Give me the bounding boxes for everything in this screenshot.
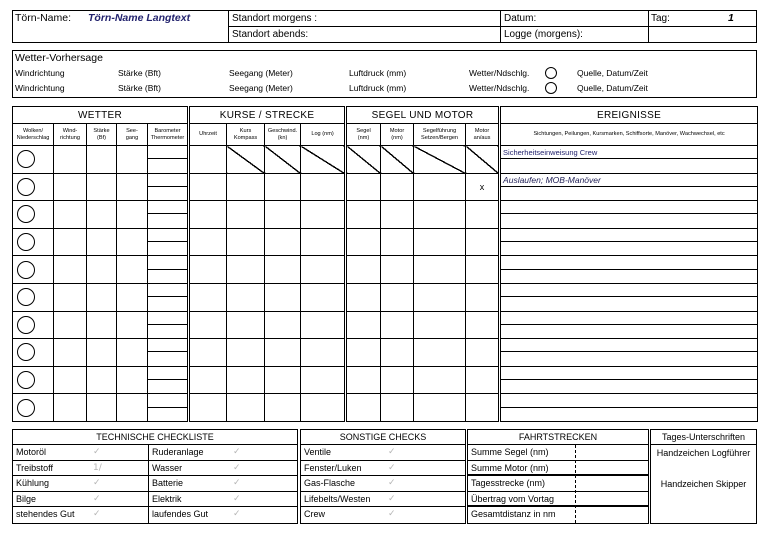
sail-setting-cell xyxy=(414,146,466,174)
barometer-thermometer-cell xyxy=(148,173,189,201)
motor-distance-cell xyxy=(381,228,414,256)
forecast-source-label: Quelle, Datum/Zeit xyxy=(577,68,648,78)
log-cell xyxy=(301,173,346,201)
check-mark-icon: 1/ xyxy=(93,462,102,473)
clouds-cell xyxy=(13,146,54,174)
sail-setting-cell xyxy=(414,394,466,422)
barometer-split-line xyxy=(148,229,187,242)
technical-checklist xyxy=(12,429,298,524)
clouds-cell xyxy=(13,283,54,311)
barometer-split-line xyxy=(148,174,187,187)
distances xyxy=(467,429,649,524)
check-mark-icon: ✓ xyxy=(388,493,396,504)
wind-strength-cell xyxy=(87,283,117,311)
log-cell xyxy=(301,366,346,394)
barometer-thermometer-cell xyxy=(148,146,189,174)
column-header-barometer: Barometer Thermometer xyxy=(148,124,189,146)
distance-row xyxy=(468,507,648,523)
sea-state-cell xyxy=(117,366,148,394)
time-cell xyxy=(189,173,227,201)
column-header-wind-direction: Wind- richtung xyxy=(54,124,87,146)
compass-course-cell xyxy=(227,146,265,174)
divider xyxy=(648,11,649,42)
distance-label: Übertrag vom Vortag xyxy=(471,493,555,504)
event-entry: Auslaufen; MOB-Manöver xyxy=(501,174,757,187)
wind-strength-cell xyxy=(87,339,117,367)
checklist-row xyxy=(13,492,297,508)
distance-row xyxy=(468,461,648,477)
motor-distance-cell xyxy=(381,146,414,174)
compass-course-cell xyxy=(227,201,265,229)
log-table xyxy=(12,106,758,422)
checklist-row xyxy=(301,476,465,492)
checklist-item-label: Ventile xyxy=(304,447,332,457)
checklist-item-label: Lifebelts/Westen xyxy=(304,493,371,504)
motor-distance-cell xyxy=(381,201,414,229)
checklist-row xyxy=(13,461,297,477)
sea-state-cell xyxy=(117,394,148,422)
wind-direction-cell xyxy=(54,146,87,174)
column-header-motor-distance: Motor (nm) xyxy=(381,124,414,146)
check-mark-icon: ✓ xyxy=(388,509,396,520)
time-cell xyxy=(189,394,227,422)
wind-strength-cell xyxy=(87,366,117,394)
motor-distance-cell xyxy=(381,283,414,311)
barometer-thermometer-cell xyxy=(148,366,189,394)
other-checks xyxy=(300,429,466,524)
tour-name-value: Törn-Name Langtext xyxy=(88,12,191,24)
wind-strength-cell xyxy=(87,311,117,339)
motor-on-off-cell xyxy=(466,394,500,422)
distance-row xyxy=(468,476,648,492)
section-title-sail-motor: SEGEL UND MOTOR xyxy=(346,107,500,124)
daily-signatures xyxy=(650,429,757,524)
clouds-cell xyxy=(13,366,54,394)
log-cell xyxy=(301,146,346,174)
section-title-course: KURSE / STRECKE xyxy=(189,107,346,124)
compass-course-cell xyxy=(227,311,265,339)
tour-name-label: Törn-Name: xyxy=(15,12,72,24)
barometer-split-line xyxy=(148,394,187,407)
speed-cell xyxy=(265,201,301,229)
speed-cell xyxy=(265,256,301,284)
barometer-thermometer-cell xyxy=(148,201,189,229)
other-checks-title: SONSTIGE CHECKS xyxy=(301,430,465,445)
wind-direction-cell xyxy=(54,201,87,229)
log-row xyxy=(13,339,758,367)
sail-distance-cell xyxy=(346,173,381,201)
barometer-split-line xyxy=(148,256,187,269)
event-cell xyxy=(500,228,758,256)
sail-distance-cell xyxy=(346,311,381,339)
wind-strength-cell xyxy=(87,228,117,256)
event-cell xyxy=(500,201,758,229)
event-cell xyxy=(500,339,758,367)
log-row xyxy=(13,394,758,422)
compass-course-cell xyxy=(227,366,265,394)
speed-cell xyxy=(265,366,301,394)
sea-state-cell xyxy=(117,283,148,311)
speed-cell xyxy=(265,311,301,339)
motor-on-off-mark: x xyxy=(479,181,485,192)
sail-setting-cell xyxy=(414,173,466,201)
weather-circle-icon xyxy=(545,82,557,94)
trip-header xyxy=(12,10,757,43)
wind-direction-cell xyxy=(54,366,87,394)
checklist-item-label: Wasser xyxy=(152,462,183,473)
check-mark-icon: ✓ xyxy=(233,478,241,489)
signature-skipper: Handzeichen Skipper xyxy=(660,479,747,489)
checklist-item-label: Crew xyxy=(304,509,326,520)
compass-course-cell xyxy=(227,283,265,311)
event-entry xyxy=(501,229,757,242)
compass-course-cell xyxy=(227,339,265,367)
cloud-cover-circle-icon xyxy=(17,178,35,196)
event-entry xyxy=(501,201,757,214)
log-row xyxy=(13,228,758,256)
sail-setting-cell xyxy=(414,339,466,367)
time-cell xyxy=(189,283,227,311)
sail-distance-cell xyxy=(346,366,381,394)
clouds-cell xyxy=(13,256,54,284)
barometer-split-line xyxy=(148,339,187,352)
forecast-wind-direction-label: Windrichtung xyxy=(15,83,65,93)
checklist-item-label: Ruderanlage xyxy=(152,447,204,457)
event-entry xyxy=(501,394,757,407)
column-header-time: Uhrzeit xyxy=(189,124,227,146)
clouds-cell xyxy=(13,201,54,229)
forecast-weather-label: Wetter/Ndschlg. xyxy=(469,68,530,78)
clouds-cell xyxy=(13,339,54,367)
sea-state-cell xyxy=(117,339,148,367)
forecast-air-pressure-label: Luftdruck (mm) xyxy=(349,83,407,93)
log-table-body xyxy=(13,146,758,422)
checklist-row xyxy=(13,476,297,492)
divider xyxy=(500,11,501,42)
check-mark-icon: ✓ xyxy=(388,462,396,473)
motor-distance-cell xyxy=(381,173,414,201)
event-entry xyxy=(501,312,757,325)
event-cell xyxy=(500,256,758,284)
column-header-events: Sichtungen, Peilungen, Kursmarken, Schiffsorte, Manöver, Wachwechsel, etc xyxy=(500,124,758,146)
check-mark-icon: ✓ xyxy=(233,447,241,457)
event-entry xyxy=(501,339,757,352)
section-header-row xyxy=(13,107,758,124)
column-header-wind-strength: Stärke (Bf) xyxy=(87,124,117,146)
motor-on-off-cell xyxy=(466,256,500,284)
forecast-sea-state-label: Seegang (Meter) xyxy=(229,83,293,93)
cloud-cover-circle-icon xyxy=(17,399,35,417)
event-cell xyxy=(500,146,758,174)
speed-cell xyxy=(265,339,301,367)
forecast-wind-direction-label: Windrichtung xyxy=(15,68,65,78)
motor-on-off-cell xyxy=(466,339,500,367)
cloud-cover-circle-icon xyxy=(17,261,35,279)
barometer-thermometer-cell xyxy=(148,311,189,339)
checklist-item-label: Gas-Flasche xyxy=(304,478,356,489)
weather-forecast xyxy=(12,50,757,98)
event-cell xyxy=(500,366,758,394)
barometer-split-line xyxy=(148,367,187,380)
speed-cell xyxy=(265,283,301,311)
column-header-row xyxy=(13,124,758,146)
cloud-cover-circle-icon xyxy=(17,371,35,389)
distance-row xyxy=(468,445,648,461)
section-title-events: EREIGNISSE xyxy=(500,107,758,124)
sail-setting-cell xyxy=(414,228,466,256)
distance-label: Summe Motor (nm) xyxy=(471,462,549,473)
distances-rows xyxy=(468,445,648,523)
column-header-sail-distance: Segel (nm) xyxy=(346,124,381,146)
location-morning-label: Standort morgens : xyxy=(232,13,318,24)
event-entry xyxy=(501,256,757,269)
motor-on-off-cell xyxy=(466,366,500,394)
sea-state-cell xyxy=(117,201,148,229)
compass-course-cell xyxy=(227,228,265,256)
log-cell xyxy=(301,256,346,284)
checklist-row xyxy=(301,461,465,477)
check-mark-icon: ✓ xyxy=(233,462,241,473)
motor-on-off-cell xyxy=(466,173,500,201)
sail-distance-cell xyxy=(346,256,381,284)
column-header-sea-state: See- gang xyxy=(117,124,148,146)
cloud-cover-circle-icon xyxy=(17,288,35,306)
time-cell xyxy=(189,201,227,229)
distance-label: Tagesstrecke (nm) xyxy=(471,478,546,489)
distance-label: Summe Segel (nm) xyxy=(471,447,549,457)
event-cell xyxy=(500,311,758,339)
checklist-item-label: Bilge xyxy=(16,493,37,504)
speed-cell xyxy=(265,394,301,422)
log-cell xyxy=(301,394,346,422)
wind-direction-cell xyxy=(54,339,87,367)
check-mark-icon: ✓ xyxy=(233,509,241,520)
clouds-cell xyxy=(13,173,54,201)
checklist-item-label: Batterie xyxy=(152,478,184,489)
wind-strength-cell xyxy=(87,173,117,201)
motor-on-off-cell xyxy=(466,228,500,256)
barometer-split-line xyxy=(148,201,187,214)
clouds-cell xyxy=(13,311,54,339)
log-cell xyxy=(301,311,346,339)
sea-state-cell xyxy=(117,228,148,256)
column-header-log: Log (nm) xyxy=(301,124,346,146)
cloud-cover-circle-icon xyxy=(17,343,35,361)
event-cell xyxy=(500,283,758,311)
sea-state-cell xyxy=(117,256,148,284)
log-cell xyxy=(301,201,346,229)
time-cell xyxy=(189,311,227,339)
log-row xyxy=(13,201,758,229)
other-checks-rows xyxy=(301,445,465,523)
event-entry xyxy=(501,284,757,297)
sail-distance-cell xyxy=(346,339,381,367)
time-cell xyxy=(189,339,227,367)
checklist-item-label: Elektrik xyxy=(152,493,182,504)
checklist-item-label: Fenster/Luken xyxy=(304,462,362,473)
distance-label: Gesamtdistanz in nm xyxy=(471,509,556,520)
checklist-row xyxy=(301,507,465,523)
sail-setting-cell xyxy=(414,201,466,229)
wind-direction-cell xyxy=(54,173,87,201)
barometer-thermometer-cell xyxy=(148,394,189,422)
time-cell xyxy=(189,256,227,284)
motor-distance-cell xyxy=(381,366,414,394)
wind-strength-cell xyxy=(87,256,117,284)
technical-checklist-rows xyxy=(13,445,297,523)
check-mark-icon: ✓ xyxy=(388,447,396,457)
barometer-split-line xyxy=(148,312,187,325)
clouds-cell xyxy=(13,394,54,422)
checklist-item-label: laufendes Gut xyxy=(152,509,209,520)
time-cell xyxy=(189,366,227,394)
compass-course-cell xyxy=(227,394,265,422)
check-mark-icon: ✓ xyxy=(93,478,101,489)
barometer-thermometer-cell xyxy=(148,256,189,284)
wind-direction-cell xyxy=(54,228,87,256)
distance-row xyxy=(468,492,648,508)
checklist-item-label: Motoröl xyxy=(16,447,47,457)
divider xyxy=(228,26,756,27)
cloud-cover-circle-icon xyxy=(17,205,35,223)
motor-on-off-cell xyxy=(466,311,500,339)
distances-title: FAHRTSTRECKEN xyxy=(468,430,648,445)
date-label: Datum: xyxy=(504,13,537,24)
checklist-item-label: Kühlung xyxy=(16,478,50,489)
log-cell xyxy=(301,228,346,256)
motor-on-off-cell xyxy=(466,283,500,311)
wind-direction-cell xyxy=(54,256,87,284)
barometer-thermometer-cell xyxy=(148,283,189,311)
log-row xyxy=(13,256,758,284)
daily-signatures-title: Tages-Unterschriften xyxy=(651,430,756,445)
forecast-sea-state-label: Seegang (Meter) xyxy=(229,68,293,78)
motor-distance-cell xyxy=(381,311,414,339)
log-cell xyxy=(301,339,346,367)
forecast-source-label: Quelle, Datum/Zeit xyxy=(577,83,648,93)
forecast-air-pressure-label: Luftdruck (mm) xyxy=(349,68,407,78)
check-mark-icon: ✓ xyxy=(93,493,101,504)
forecast-title: Wetter-Vorhersage xyxy=(15,52,103,64)
wind-strength-cell xyxy=(87,201,117,229)
event-entry xyxy=(501,367,757,380)
forecast-wind-strength-label: Stärke (Bft) xyxy=(118,68,161,78)
sail-setting-cell xyxy=(414,256,466,284)
speed-cell xyxy=(265,228,301,256)
sail-setting-cell xyxy=(414,311,466,339)
speed-cell xyxy=(265,146,301,174)
wind-direction-cell xyxy=(54,311,87,339)
sea-state-cell xyxy=(117,311,148,339)
column-header-sail-setting: Segelführung Setzen/Bergen xyxy=(414,124,466,146)
speed-cell xyxy=(265,173,301,201)
sea-state-cell xyxy=(117,173,148,201)
check-mark-icon: ✓ xyxy=(388,478,396,489)
event-cell xyxy=(500,173,758,201)
motor-on-off-cell xyxy=(466,146,500,174)
sail-setting-cell xyxy=(414,283,466,311)
barometer-split-line xyxy=(148,146,187,159)
time-cell xyxy=(189,146,227,174)
motor-on-off-cell xyxy=(466,201,500,229)
sail-distance-cell xyxy=(346,228,381,256)
cloud-cover-circle-icon xyxy=(17,316,35,334)
column-header-compass-course: Kurs Kompass xyxy=(227,124,265,146)
column-header-motor-on-off: Motor an/aus xyxy=(466,124,500,146)
column-header-speed: Geschwind. (kn) xyxy=(265,124,301,146)
sail-distance-cell xyxy=(346,146,381,174)
wind-strength-cell xyxy=(87,394,117,422)
log-row xyxy=(13,146,758,174)
compass-course-cell xyxy=(227,256,265,284)
log-row xyxy=(13,173,758,201)
wind-direction-cell xyxy=(54,394,87,422)
checklist-row xyxy=(301,445,465,461)
cloud-cover-circle-icon xyxy=(17,150,35,168)
wind-direction-cell xyxy=(54,283,87,311)
sail-distance-cell xyxy=(346,201,381,229)
log-row xyxy=(13,283,758,311)
barometer-thermometer-cell xyxy=(148,228,189,256)
motor-distance-cell xyxy=(381,256,414,284)
forecast-weather-label: Wetter/Ndschlg. xyxy=(469,83,530,93)
section-title-weather: WETTER xyxy=(13,107,189,124)
check-mark-icon: ✓ xyxy=(93,447,101,457)
sail-setting-cell xyxy=(414,366,466,394)
log-morning-label: Logge (morgens): xyxy=(504,29,583,40)
time-cell xyxy=(189,228,227,256)
forecast-wind-strength-label: Stärke (Bft) xyxy=(118,83,161,93)
event-entry: Sicherheitseinweisung Crew xyxy=(501,146,757,159)
compass-course-cell xyxy=(227,173,265,201)
technical-checklist-title: TECHNISCHE CHECKLISTE xyxy=(13,430,297,445)
checklist-item-label: stehendes Gut xyxy=(16,509,75,520)
check-mark-icon: ✓ xyxy=(93,509,101,520)
cloud-cover-circle-icon xyxy=(17,233,35,251)
checklist-row xyxy=(13,507,297,523)
log-cell xyxy=(301,283,346,311)
checklist-item-label: Treibstoff xyxy=(16,462,54,473)
location-evening-label: Standort abends: xyxy=(232,29,309,40)
checklist-row xyxy=(13,445,297,461)
sea-state-cell xyxy=(117,146,148,174)
log-row xyxy=(13,366,758,394)
motor-distance-cell xyxy=(381,339,414,367)
signature-log-keeper: Handzeichen Logführer xyxy=(656,448,751,458)
day-value: 1 xyxy=(728,12,734,24)
weather-circle-icon xyxy=(545,67,557,79)
wind-strength-cell xyxy=(87,146,117,174)
sail-distance-cell xyxy=(346,394,381,422)
event-cell xyxy=(500,394,758,422)
barometer-split-line xyxy=(148,284,187,297)
clouds-cell xyxy=(13,228,54,256)
column-header-clouds: Wolken/ Niederschlag xyxy=(13,124,54,146)
log-row xyxy=(13,311,758,339)
barometer-thermometer-cell xyxy=(148,339,189,367)
motor-distance-cell xyxy=(381,394,414,422)
sail-distance-cell xyxy=(346,283,381,311)
check-mark-icon: ✓ xyxy=(233,493,241,504)
day-label: Tag: xyxy=(651,13,670,24)
checklist-row xyxy=(301,492,465,508)
